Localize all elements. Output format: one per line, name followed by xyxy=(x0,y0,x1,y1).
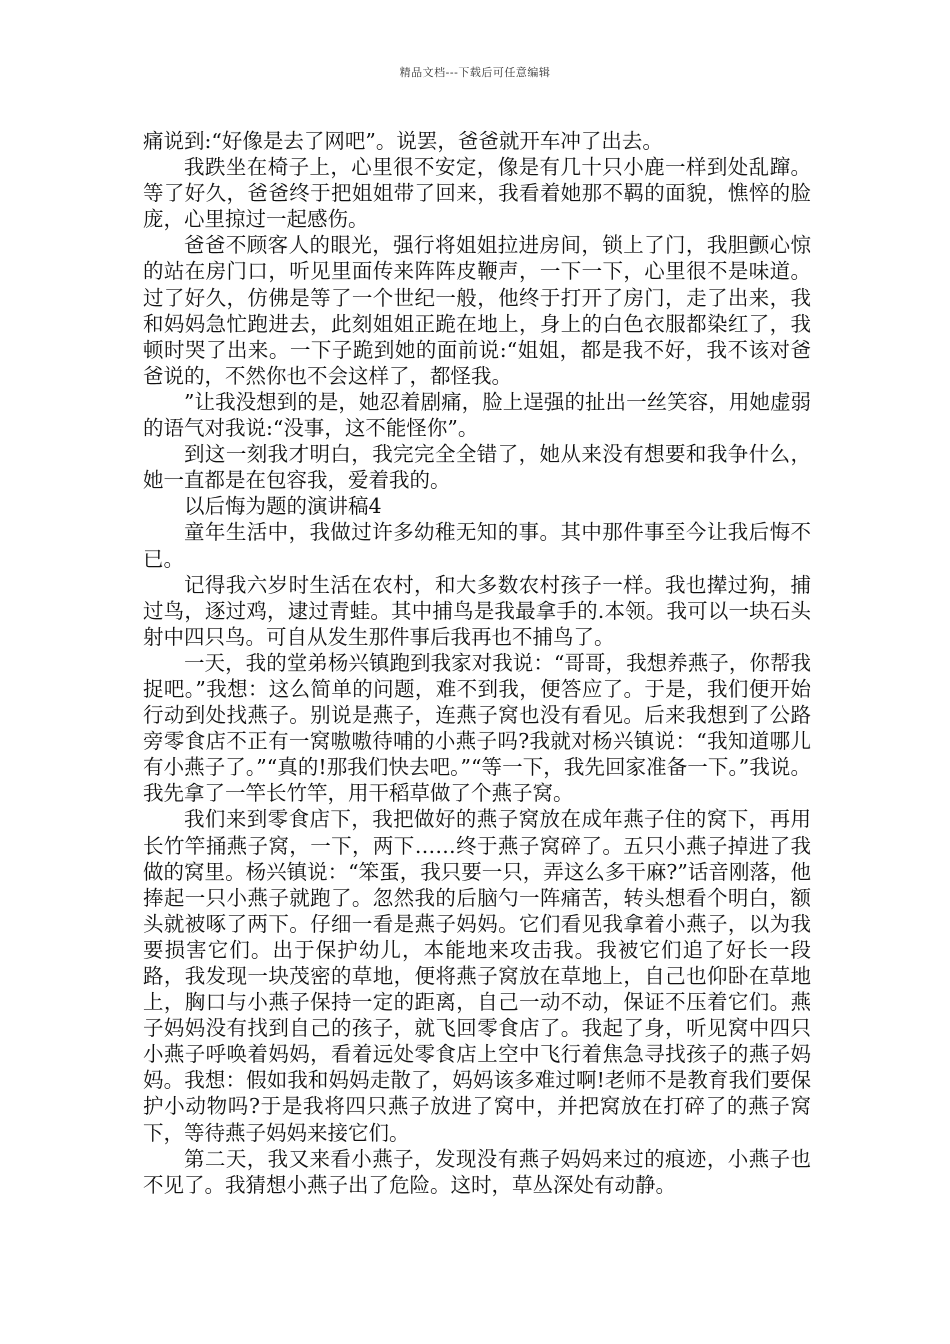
section-heading: 以后悔为题的演讲稿4 xyxy=(184,494,382,519)
paragraph: 记得我六岁时生活在农村，和大多数农村孩子一样。我也撵过狗，捕过鸟，逐过鸡，逮过青蛙。其中捕鸟是我最拿手的.本领。我可以一块石头射中四只鸟。可自从发生那件事后我再也不捕鸟了。 xyxy=(143,572,811,649)
document-body xyxy=(143,128,811,1198)
paragraph: 第二天，我又来看小燕子，发现没有燕子妈妈来过的痕迹，小燕子也不见了。我猜想小燕子出了危险。这时，草丛深处有动静。 xyxy=(143,1146,811,1197)
paragraph: 到这一刻我才明白，我完完全全错了，她从来没有想要和我争什么，她一直都是在包容我，爱着我的。 xyxy=(143,442,811,493)
paragraph: 一天，我的堂弟杨兴镇跑到我家对我说：“哥哥，我想养燕子，你帮我捉吧。”我想：这么简单的问题，难不到我，便答应了。于是，我们便开始行动到处找燕子。别说是燕子，连燕子窝也没有看见。后来我想到了公路旁零食店不正有一窝嗷嗷待哺的小燕子吗?我就对杨兴镇说：“我知道哪儿有小燕子了。”“真的!那我们快去吧。”“等一下，我先回家准备一下。”我说。我先拿了一竿长竹竿，用干稻草做了个燕子窝。 xyxy=(143,650,811,806)
paragraph: 爸爸不顾客人的眼光，强行将姐姐拉进房间，锁上了门，我胆颤心惊的站在房门口，听见里面传来阵阵皮鞭声，一下一下，心里很不是味道。过了好久，仿佛是等了一个世纪一般，他终于打开了房门，走了出来，我和妈妈急忙跑进去，此刻姐姐正跪在地上，身上的白色衣服都染红了，我顿时哭了出来。一下子跪到她的面前说:“姐姐，都是我不好，我不该对爸爸说的，不然你也不会这样了，都怪我。 xyxy=(143,233,811,388)
paragraph: 痛说到:“好像是去了网吧”。说罢，爸爸就开车冲了出去。 xyxy=(143,129,663,153)
paragraph: 童年生活中，我做过许多幼稚无知的事。其中那件事至今让我后悔不已。 xyxy=(143,520,811,571)
paragraph: 我跌坐在椅子上，心里很不安定，像是有几十只小鹿一样到处乱蹿。等了好久，爸爸终于把姐姐带了回来，我看着她那不羁的面貌，憔悴的脸庞，心里掠过一起感伤。 xyxy=(143,155,811,232)
paragraph: 我们来到零食店下，我把做好的燕子窝放在成年燕子住的窝下，再用长竹竿捅燕子窝，一下，两下……终于燕子窝碎了。五只小燕子掉进了我做的窝里。杨兴镇说：“笨蛋，我只要一只，弄这么多干麻?”话音刚落，他捧起一只小燕子就跑了。忽然我的后脑勺一阵痛苦，转头想看个明白，额头就被啄了两下。仔细一看是燕子妈妈。它们看见我拿着小燕子，以为我要损害它们。出于保护幼儿，本能地来攻击我。我被它们追了好长一段路，我发现一块茂密的草地，便将燕子窝放在草地上，自己也仰卧在草地上，胸口与小燕子保持一定的距离，自己一动不动，保证不压着它们。燕子妈妈没有找到自己的孩子，就飞回零食店了。我起了身，听见窝中四只小燕子呼唤着妈妈，看着远处零食店上空中飞行着焦急寻找孩子的燕子妈妈。我想：假如我和妈妈走散了，妈妈该多难过啊!老师不是教育我们要保护小动物吗?于是我将四只燕子放进了窝中，并把窝放在打碎了的燕子窝下，等待燕子妈妈来接它们。 xyxy=(143,807,811,1145)
paragraph: ”让我没想到的是，她忍着剧痛，脸上逞强的扯出一丝笑容，用她虚弱的语气对我说:“没事，这不能怪你”。 xyxy=(143,389,811,441)
page-header: 精品文档---下载后可任意编辑 xyxy=(399,66,551,79)
